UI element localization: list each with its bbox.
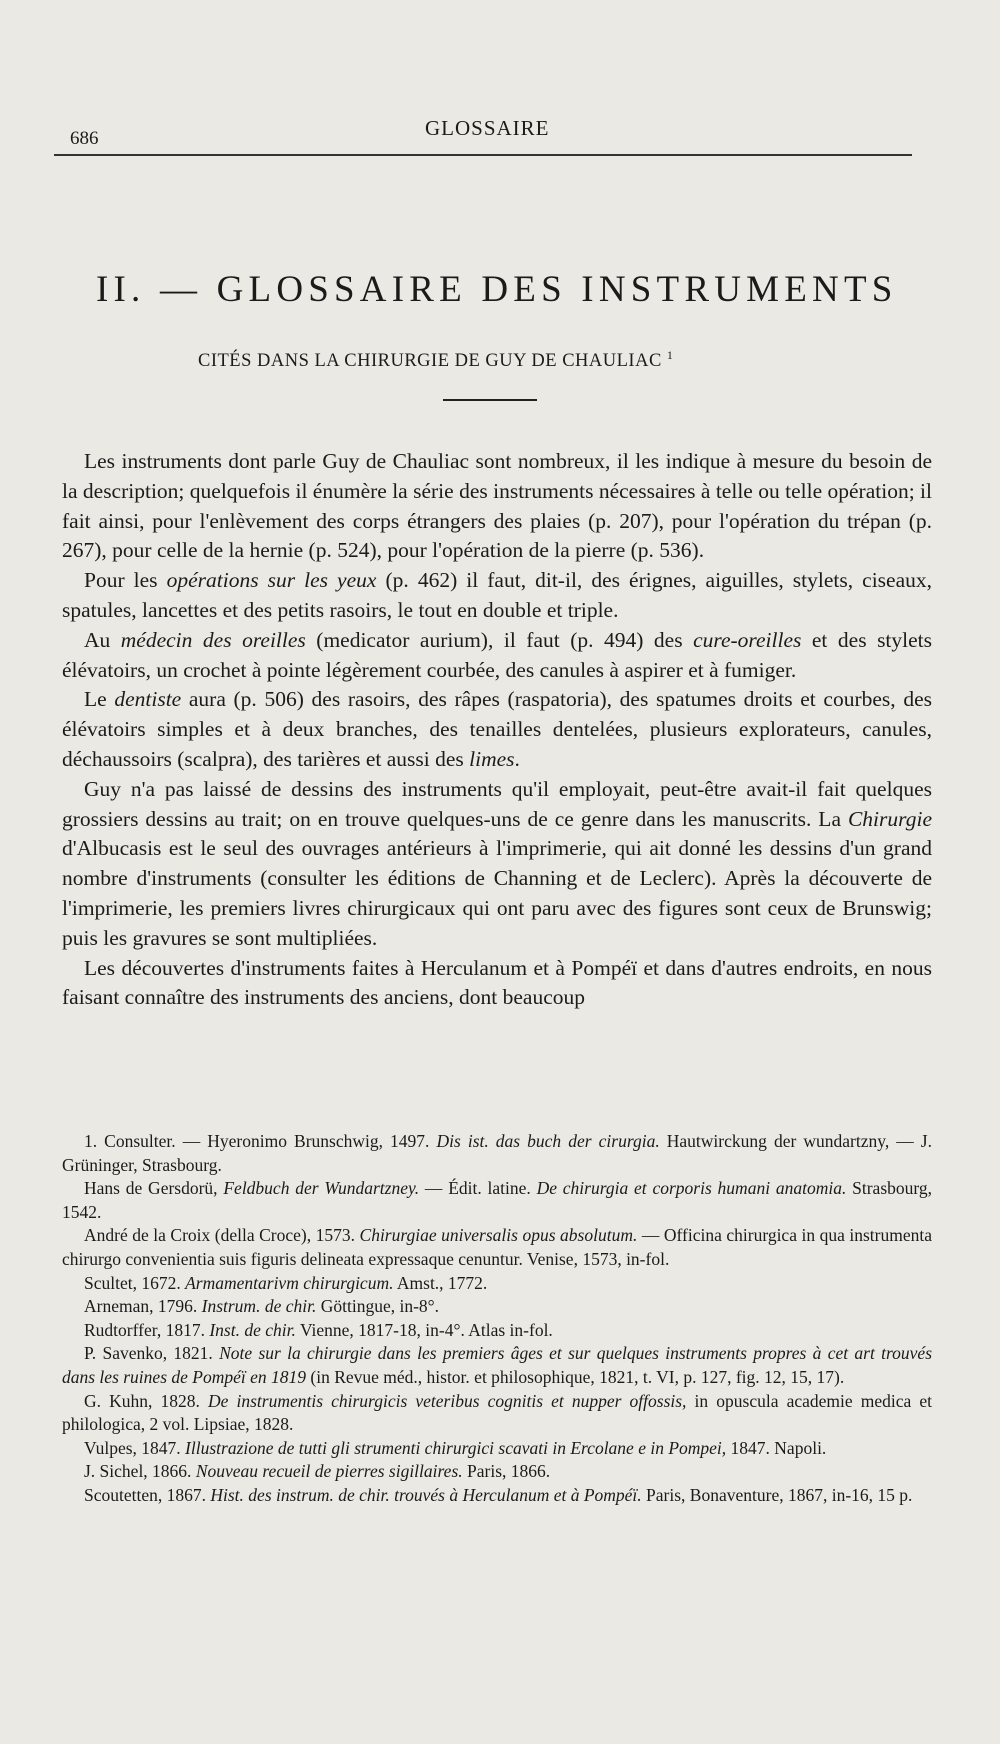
body-text [62,447,932,1013]
footnote-entry: Rudtorffer, 1817. Inst. de chir. Vienne, 1817-18, in-4°. Atlas in-fol. [84,1319,553,1340]
page-number: 686 [70,128,99,149]
section-title: II. — GLOSSAIRE DES INSTRUMENTS [96,269,898,310]
footnote-entry: Arneman, 1796. Instrum. de chir. Göttingue, in-8°. [84,1296,440,1317]
paragraph-5: Guy n'a pas laissé de dessins des instruments qu'il employait, peut-être avait-il fait quelques grossiers dessins au trait; on en trouve quelques-uns de ce genre dans les manuscrits. La Chirurgie d'Albucasis est le seul des ouvrages antérieurs à l'imprimerie, qui ait donné les dessins d'un grand nombre d'instruments (consulter les éditions de Channing et de Leclerc). Après la découverte de l'imprimerie, les premiers livres chirurgicaux qui ont paru avec des figures sont ceux de Brunswig; puis les gravures se sont multipliées. [62,776,932,950]
footnotes [62,1130,932,1508]
footnote-1: 1. Consulter. — Hyeronimo Brunschwig, 1497. Dis ist. das buch der cirurgia. Hautwirckung der wundartzny, — J. Grüninger, Strasbourg. [62,1131,932,1175]
footnote-entry: Vulpes, 1847. Illustrazione de tutti gli strumenti chirurgici scavati in Ercolane e in Pompei, 1847. Napoli. [84,1437,827,1458]
paragraph-2: Pour les opérations sur les yeux (p. 462) il faut, dit-il, des érignes, aiguilles, stylets, ciseaux, spatules, lancettes et des petits rasoirs, le tout en double et triple. [62,568,933,622]
footnote-entry: G. Kuhn, 1828. De instrumentis chirurgicis veteribus cognitis et nupper offossis, in opuscula academie medica et philologica, 2 vol. Lipsiae, 1828. [62,1390,932,1435]
footnote-entry: P. Savenko, 1821. Note sur la chirurgie dans les premiers âges et sur quelques instruments propres à cet art trouvés dans les ruines de Pompéï en 1819 (in Revue méd., histor. et philosophique, 1821, t. VI, p. 127, fig. 12, 15, 17). [62,1343,933,1387]
paragraph-6: Les découvertes d'instruments faites à Herculanum et à Pompéï et dans d'autres endroits, en nous faisant connaître des instruments des anciens, dont beaucoup [62,955,932,1010]
footnote-entry: Scoutetten, 1867. Hist. des instrum. de chir. trouvés à Herculanum et à Pompéï. Paris, Bonaventure, 1867, in-16, 15 p. [84,1484,913,1505]
paragraph-1: Les instruments dont parle Guy de Chauliac sont nombreux, il les indique à mesure du besoin de la description; quelquefois il énumère la série des instruments nécessaires à telle ou telle opération; il fait ainsi, pour l'enlèvement des corps étrangers des plaies (p. 207), pour l'opération du trépan (p. 267), pour celle de la hernie (p. 524), pour l'opération de la pierre (p. 536). [62,449,932,563]
footnote-entry: Hans de Gersdorü, Feldbuch der Wundartzney. — Édit. latine. De chirurgia et corporis humani anatomia. Strasbourg, 1542. [62,1178,933,1222]
running-head [70,110,910,150]
footnote-entry: André de la Croix (della Croce), 1573. Chirurgiae universalis opus absolutum. — Officina chirurgica in qua instrumenta chirurgo convenientia suis figuris delineata expressaque cenuntur. Venise, 1573, in-fol. [62,1225,932,1269]
paragraph-4: Le dentiste aura (p. 506) des rasoirs, des râpes (raspatoria), des spatumes droits et courbes, des élévatoirs simples et à deux branches, des tenailles dentelées, plusieurs explorateurs, canules, déchaussoirs (scalpra), des tarières et aussi des limes. [62,687,932,771]
footnote-entry: Scultet, 1672. Armamentarivm chirurgicum. Amst., 1772. [84,1272,488,1293]
subtitle-text: CITÉS DANS LA CHIRURGIE DE GUY DE CHAULIAC [198,351,662,372]
footnote-entry: J. Sichel, 1866. Nouveau recueil de pierres sigillaires. Paris, 1866. [84,1461,551,1482]
header-rule [54,154,912,156]
running-title: GLOSSAIRE [425,116,550,140]
paragraph-3: Au médecin des oreilles (medicator aurium), il faut (p. 494) des cure-oreilles et des stylets élévatoirs, un crochet à pointe légèrement courbée, des canules à aspirer et à fumiger. [62,627,933,682]
title-rule [443,399,537,401]
section-subtitle [198,348,818,372]
footnote-marker: 1 [666,348,674,362]
